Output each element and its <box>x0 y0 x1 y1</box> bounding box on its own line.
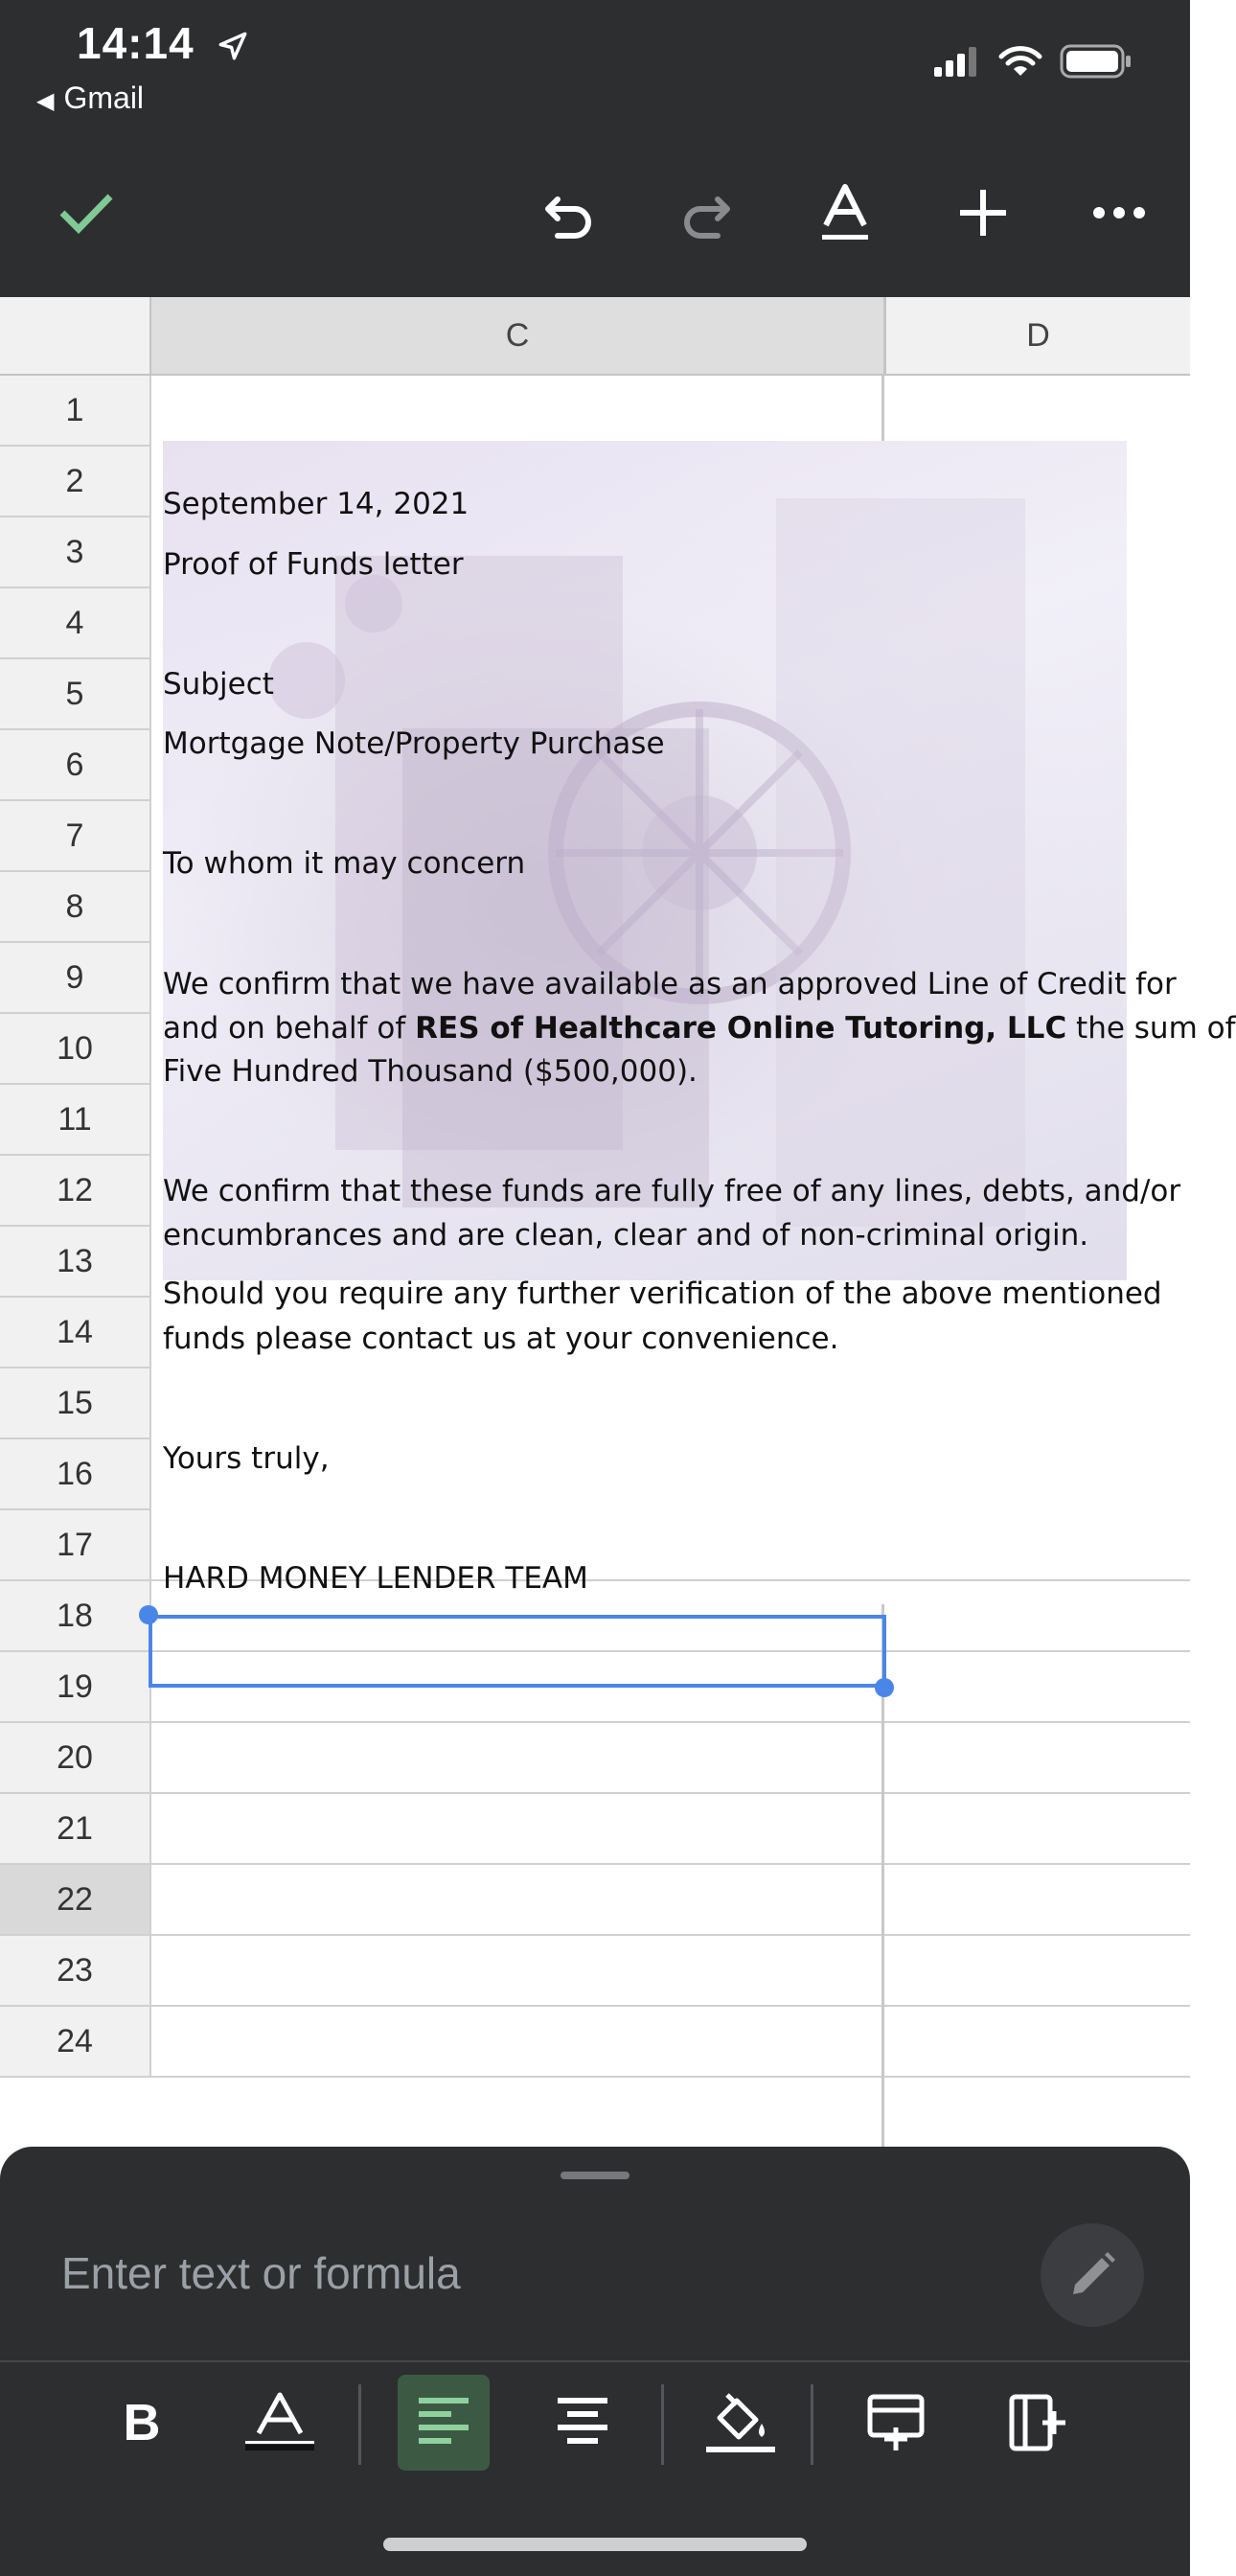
row-header[interactable]: 12 <box>0 1156 151 1227</box>
text-color-icon <box>243 2391 316 2454</box>
row-header[interactable]: 14 <box>0 1298 151 1368</box>
letter-closing: Yours truly, <box>163 1441 330 1476</box>
letter-paragraph-2-line-2: encumbrances and are clean, clear and of non-criminal origin. <box>163 1218 1089 1253</box>
column-header-c[interactable] <box>151 297 883 376</box>
row-grid-line <box>151 1863 1190 1865</box>
letter-paragraph-1-line-1: We confirm that we have available as an approved Line of Credit for <box>163 967 1177 1001</box>
back-app-label: Gmail <box>63 80 145 115</box>
redo-icon <box>679 188 733 238</box>
top-toolbar <box>0 0 1190 297</box>
fill-color-button[interactable] <box>689 2375 792 2471</box>
row-grid-line <box>151 2076 1190 2078</box>
location-arrow-icon <box>217 21 249 73</box>
row-header[interactable]: 21 <box>0 1794 151 1865</box>
more-options-button[interactable] <box>1081 174 1157 251</box>
letter-salutation: To whom it may concern <box>163 846 526 881</box>
row-header[interactable]: 6 <box>0 730 151 801</box>
row-header[interactable]: 3 <box>0 518 151 588</box>
selected-cell-c22[interactable] <box>149 1615 886 1688</box>
insert-button[interactable] <box>945 174 1021 251</box>
row-header[interactable]: 20 <box>0 1723 151 1794</box>
more-icon <box>1092 206 1146 219</box>
formula-panel <box>0 2147 1190 2576</box>
align-center-button[interactable] <box>531 2375 634 2471</box>
row-header[interactable]: 1 <box>0 376 151 447</box>
row-grid-line <box>151 1721 1190 1723</box>
selection-handle-bottom-right[interactable] <box>875 1678 894 1697</box>
formula-input[interactable]: Enter text or formula <box>61 2248 461 2298</box>
row-header[interactable]: 5 <box>0 659 151 730</box>
select-all-corner[interactable] <box>0 297 151 376</box>
column-c-label: C <box>505 316 530 354</box>
insert-column-button[interactable] <box>986 2375 1089 2471</box>
status-icons <box>921 44 1133 79</box>
align-center-icon <box>556 2397 609 2449</box>
row-header[interactable]: 9 <box>0 943 151 1014</box>
row-header[interactable]: 2 <box>0 447 151 518</box>
text-format-icon <box>818 183 872 242</box>
align-left-button[interactable] <box>398 2375 490 2471</box>
letter-text: the sum of <box>1066 1011 1236 1046</box>
signal-icon <box>934 46 980 77</box>
row-header[interactable]: 19 <box>0 1652 151 1723</box>
letter-subject: Mortgage Note/Property Purchase <box>163 726 665 761</box>
row-header[interactable]: 10 <box>0 1014 151 1085</box>
toolbar-separator <box>661 2384 664 2465</box>
letter-paragraph-3-line-2: funds please contact us at your convenience. <box>163 1322 839 1356</box>
letter-signature: HARD MONEY LENDER TEAM <box>163 1561 588 1596</box>
column-header-d[interactable] <box>883 297 1190 376</box>
back-triangle-icon: ◀ <box>36 88 55 114</box>
add-icon <box>957 187 1009 239</box>
row-header[interactable]: 13 <box>0 1227 151 1298</box>
bold-label: B <box>123 2394 161 2451</box>
letter-paragraph-3-line-1: Should you require any further verification of the above mentioned <box>163 1276 1162 1311</box>
row-header[interactable]: 22 <box>0 1865 151 1936</box>
undo-button[interactable] <box>531 174 607 251</box>
toolbar-separator <box>358 2384 361 2465</box>
text-format-button[interactable] <box>807 174 883 251</box>
done-check-button[interactable] <box>48 174 125 251</box>
row-grid-line <box>151 1934 1190 1936</box>
fill-color-icon <box>704 2389 777 2456</box>
row-grid-line <box>151 1792 1190 1794</box>
column-d-label: D <box>1026 316 1050 354</box>
row-header[interactable]: 24 <box>0 2007 151 2078</box>
row-grid-line <box>151 2005 1190 2007</box>
align-left-icon <box>417 2397 470 2449</box>
selection-handle-top-left[interactable] <box>139 1605 158 1624</box>
letter-date: September 14, 2021 <box>163 487 469 521</box>
row-header[interactable]: 4 <box>0 588 151 659</box>
bold-button[interactable] <box>90 2375 194 2471</box>
row-header[interactable]: 7 <box>0 801 151 872</box>
letter-paragraph-1-line-3: Five Hundred Thousand ($500,000). <box>163 1054 698 1089</box>
pencil-icon <box>1065 2248 1119 2302</box>
letter-subject-label: Subject <box>163 667 274 702</box>
wifi-icon <box>998 45 1042 78</box>
letter-paragraph-1-line-2 <box>163 1006 1236 1050</box>
insert-column-icon <box>1008 2393 1067 2452</box>
row-header[interactable]: 11 <box>0 1085 151 1156</box>
letter-paragraph-2-line-1: We confirm that these funds are fully free of any lines, debts, and/or <box>163 1174 1181 1208</box>
toolbar-separator <box>811 2384 813 2465</box>
check-icon <box>57 190 115 236</box>
row-header[interactable]: 16 <box>0 1439 151 1510</box>
row-header[interactable]: 17 <box>0 1510 151 1581</box>
company-name: RES of Healthcare Online Tutoring, LLC <box>415 1011 1067 1046</box>
status-time-text: 14:14 <box>77 18 195 68</box>
row-header[interactable]: 15 <box>0 1368 151 1439</box>
back-to-gmail-link[interactable] <box>36 80 144 116</box>
row-header[interactable]: 18 <box>0 1581 151 1652</box>
panel-divider <box>0 2360 1190 2362</box>
undo-icon <box>542 188 596 238</box>
battery-icon <box>1060 44 1133 79</box>
home-indicator[interactable] <box>383 2538 807 2551</box>
panel-drag-handle[interactable] <box>561 2172 629 2179</box>
redo-button[interactable] <box>668 174 744 251</box>
edit-button[interactable] <box>1041 2223 1144 2327</box>
letter-title: Proof of Funds letter <box>163 547 464 582</box>
row-header[interactable]: 8 <box>0 872 151 943</box>
insert-row-button[interactable] <box>844 2375 948 2471</box>
insert-row-icon <box>866 2393 926 2452</box>
letter-text: and on behalf of <box>163 1011 416 1046</box>
text-color-button[interactable] <box>228 2375 332 2471</box>
status-time <box>77 17 249 73</box>
row-header[interactable]: 23 <box>0 1936 151 2007</box>
